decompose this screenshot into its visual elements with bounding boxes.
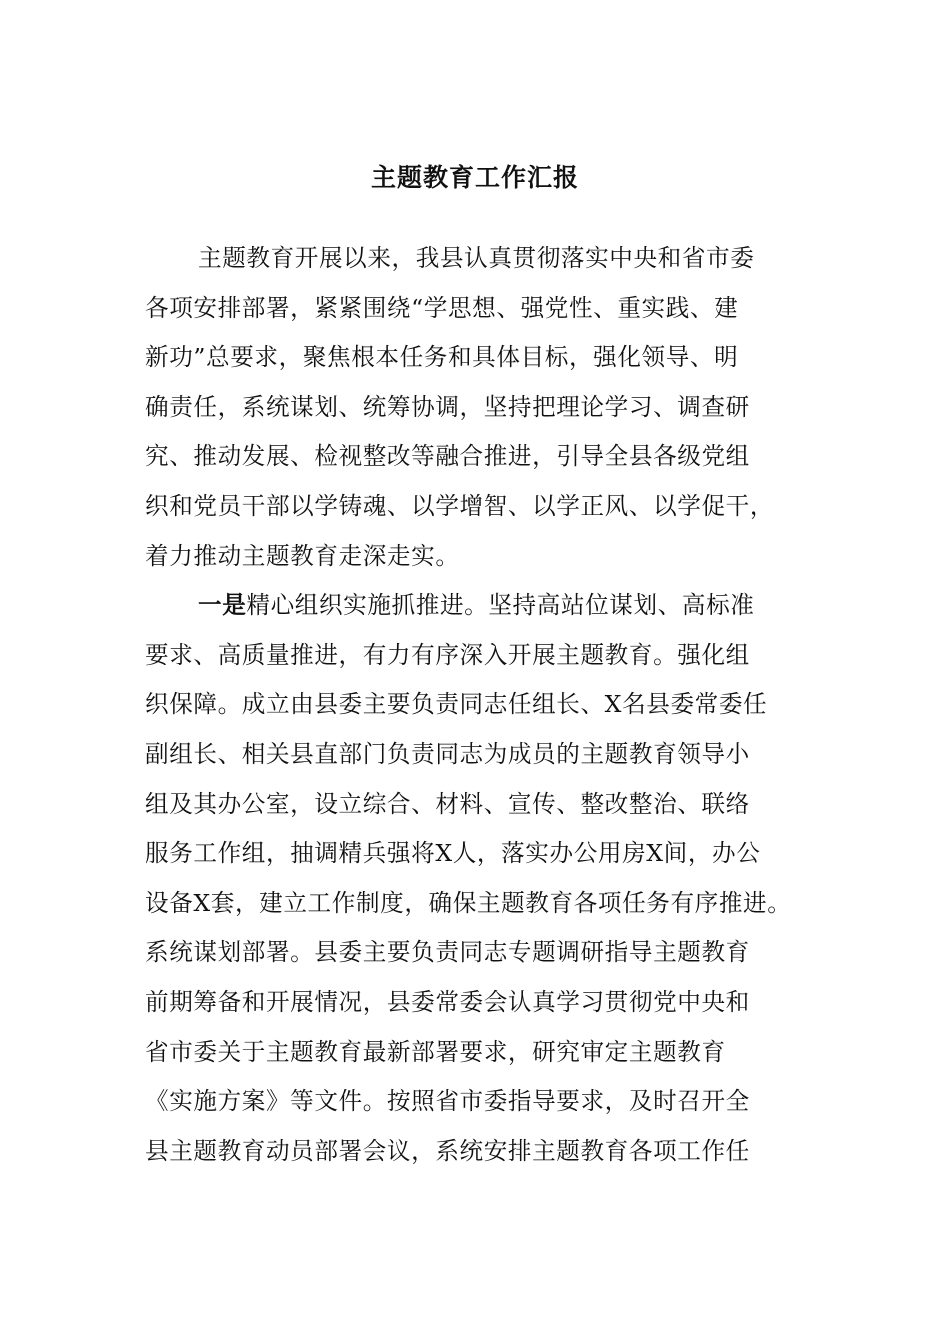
paragraph-1-line: 究、推动发展、检视整改等融合推进，引导全县各级党组 — [145, 442, 750, 471]
paragraph-2-line: 织保障。成立由县委主要负责同志任组长、X名县委常委任 — [145, 690, 768, 719]
paragraph-2-line: 服务工作组，抽调精兵强将X人，落实办公用房X间，办公 — [145, 839, 761, 868]
paragraph-2-lead: 一是 — [198, 591, 247, 620]
paragraph-2-first-rest: 精心组织实施抓推进。坚持高站位谋划、高标准 — [246, 591, 755, 620]
paragraph-1-line: 织和党员干部以学铸魂、以学增智、以学正风、以学促干， — [145, 491, 775, 520]
paragraph-2-line: 副组长、相关县直部门负责同志为成员的主题教育领导小 — [145, 739, 750, 768]
document-body — [145, 234, 835, 1176]
paragraph-2-line: 《实施方案》等文件。按照省市委指导要求，及时召开全 — [145, 1087, 750, 1116]
document-title: 主题教育工作汇报 — [370, 163, 579, 192]
paragraph-2-line: 省市委关于主题教育最新部署要求，研究审定主题教育 — [145, 1037, 726, 1066]
paragraph-2-first-line — [145, 581, 835, 631]
paragraph-2-line: 前期筹备和开展情况，县委常委会认真学习贯彻党中央和 — [145, 987, 750, 1016]
paragraph-2-line: 县主题教育动员部署会议，系统安排主题教育各项工作任 — [145, 1136, 750, 1165]
paragraph-2-line: 组及其办公室，设立综合、材料、宣传、整改整治、联络 — [145, 789, 750, 818]
paragraph-1-line: 新功”总要求，聚焦根本任务和具体目标，强化领导、明 — [145, 343, 739, 372]
paragraph-2-line: 要求、高质量推进，有力有序深入开展主题教育。强化组 — [145, 640, 750, 669]
paragraph-1-line: 主题教育开展以来，我县认真贯彻落实中央和省市委 — [198, 244, 755, 272]
paragraph-1-line: 各项安排部署，紧紧围绕“学思想、强党性、重实践、建 — [145, 293, 739, 322]
paragraph-1-line: 确责任，系统谋划、统筹协调，坚持把理论学习、调查研 — [145, 392, 750, 421]
paragraph-2-line: 设备X套，建立工作制度，确保主题教育各项任务有序推进。 — [145, 888, 792, 917]
paragraph-1-line: 着力推动主题教育走深走实。 — [145, 541, 460, 570]
paragraph-2-line: 系统谋划部署。县委主要负责同志专题调研指导主题教育 — [145, 938, 750, 967]
